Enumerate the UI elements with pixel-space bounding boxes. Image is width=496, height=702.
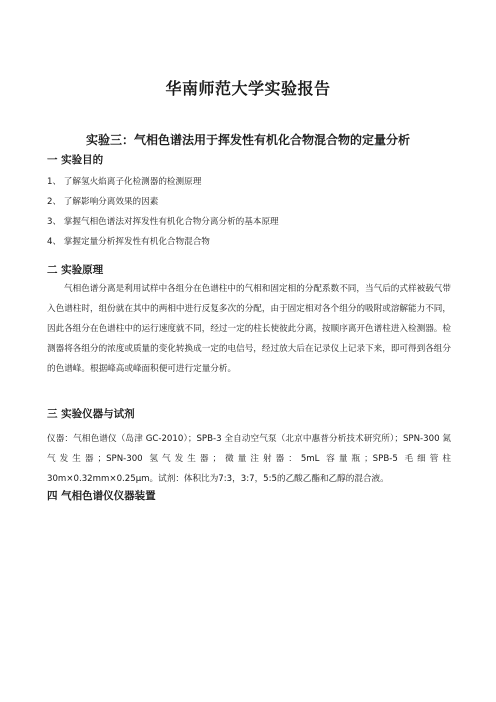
section-heading-apparatus: 四 气相色谱仪仪器装置 bbox=[47, 490, 156, 502]
list-item: 4、 掌握定量分析挥发性有机化合物混合物 bbox=[47, 237, 210, 247]
section-heading-instruments: 三 实验仪器与试剂 bbox=[47, 408, 135, 420]
objectives-list bbox=[47, 172, 279, 252]
instruments-paragraph: 仪器：气相色谱仪（岛津 GC-2010）；SPB-3 全自动空气泵（北京中惠普分析技术研究所）；SPN-300 氮气发生器；SPN-300 氢气发生器；微量注射器：5mL 容量瓶；SPB-5 毛细管柱30m×0.32mm×0.25μm。试剂：体积比为7:3，3:7，5:5的乙酸乙酯和乙醇的混合液。 bbox=[47, 434, 451, 484]
principle-paragraph: 气相色谱分离是利用试样中各组分在色谱柱中的气相和固定相的分配系数不同，当气后的式样被载气带入色谱柱时，组份就在其中的两相中进行反复多次的分配，由于固定相对各个组分的吸附或溶解能力不同，因此各组分在色谱柱中的运行速度就不同，经过一定的柱长使彼此分离，按顺序离开色谱柱进入检测器。检测器将各组分的浓度或质量的变化转换成一定的电信号，经过放大后在记录仪上记录下来，即可得到各组分的色谱峰。根据峰高或峰面积便可进行定量分析。 bbox=[47, 284, 451, 374]
experiment-title: 实验三：气相色谱法用于挥发性有机化合物混合物的定量分析 bbox=[85, 133, 410, 147]
section-heading-objectives: 一 实验目的 bbox=[47, 154, 104, 166]
list-item: 2、 了解影响分离效果的因素 bbox=[47, 197, 159, 207]
list-item: 1、 了解氢火焰离子化检测器的检测原理 bbox=[47, 177, 202, 187]
report-title: 华南师范大学实验报告 bbox=[165, 79, 331, 98]
list-item: 3、 掌握气相色谱法对挥发性有机化合物分离分析的基本原理 bbox=[47, 217, 279, 227]
section-heading-principle: 二 实验原理 bbox=[47, 264, 104, 276]
